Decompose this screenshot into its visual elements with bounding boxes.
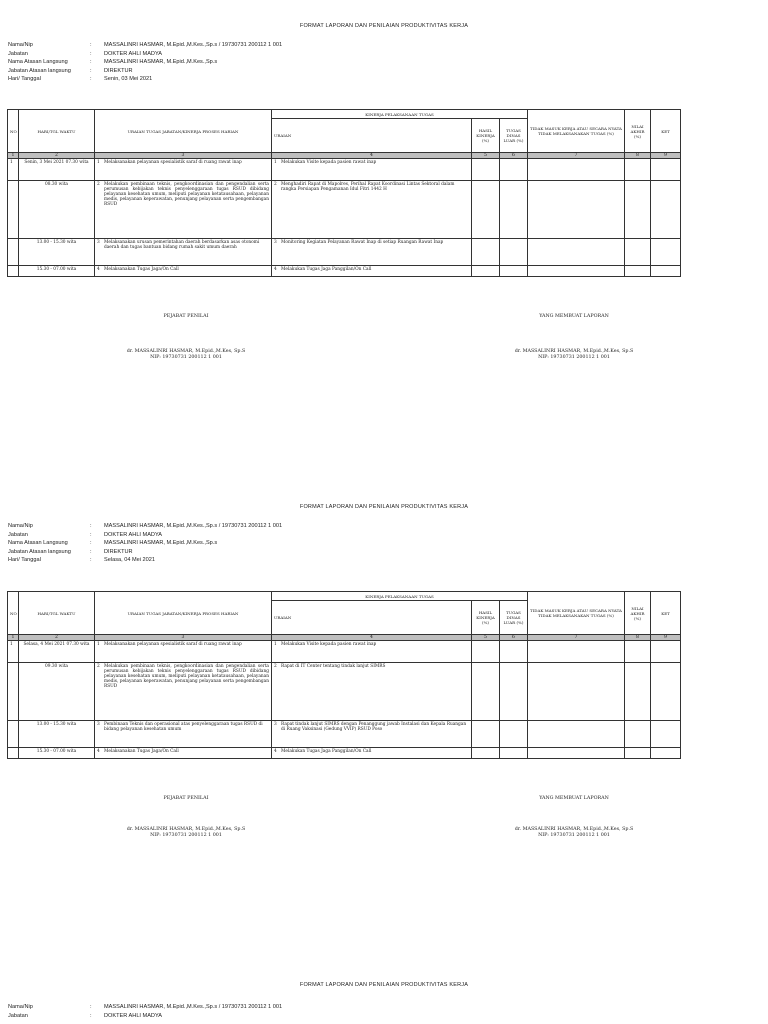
pejabat-nip: NIP: 19730731 200112 1 001	[150, 355, 222, 361]
pembuat-nip: NIP: 19730731 200112 1 001	[538, 355, 610, 361]
table-row: 15.30 - 07.00 wita 4 Melaksanakan Tugas Jaga/On Call 4 Melakukan Tugas Jaga Panggilan/On Call	[8, 748, 681, 759]
label-jabatan: Jabatan	[8, 50, 28, 57]
value-jabatan: DOKTER AHLI MADYA	[104, 531, 163, 538]
value-jabatan: DOKTER AHLI MADYA	[104, 50, 163, 57]
col-kinerja: KINERJA PELAKSANAAN TUGAS	[272, 110, 528, 119]
pembuat-name: dr. MASSALINRI HASMAR, M.Epid.,M.Kes, Sp.S	[514, 349, 634, 354]
report-title: FORMAT LAPORAN DAN PENILAIAN PRODUKTIVITAS KERJA	[299, 23, 469, 29]
label-jabatan-atasan: Jabatan Atasan langsung	[8, 67, 71, 74]
value-jabatan-atasan: DIREKTUR	[104, 67, 133, 74]
report-table: NO HARI/TGL WAKTU URAIAN TUGAS JABATAN/KINERJA PROSES HARIAN KINERJA PELAKSANAAN TUGAS TIDAK MASUK KERJA ATAU SECARA NYATA TIDAK MELAKSANAKAN TUGAS (%) NILAI AKHIR (%) KET URAIAN HASIL KINERJA (%) TUGAS DINAS LUAR (%) 1 2 3 4 5 6 7 8 9 1 Selasa, 4 Mei 2021 07.30 wita 1 Melaksanakan pelayanan spesialistik saraf di ruang rawat inap 1 Melakukan Visite kepada pasien rawat inap 09.30 wita 2 Melakukan pembinaan teknis, pengkoordinasian dan pengendalian serta perumusan kebijakan teknis penyelenggaraan tugas RSUD dibidang pelayanan kesehatan umum, meliputi pelayanan ketatausahaan, pelayanan medis, pelayanan keperawatan, penunjang pelayanan serta pengembangan RSUD 2 Rapat di IT Center tentang tindak lanjut SIMRS 13.00 - 15.30 wita 3 Pembinaan Teknis dan operasional atas penyelenggaraan tugas RSUD di bidang pelayanan kesehatan umum 3 Rapat tindak lanjut SIMRS dengan Penanggung jawab Instalasi dan Kepala Ruangan di Ruang Vaksinasi (Gedung VVIP) RSUD Poso 15.30 - 07.00 wita 4 Melaksanakan Tugas Jaga/On Call 4 Melakukan Tugas Jaga Panggilan/On Call	[7, 591, 681, 759]
pejabat-penilai-label: PEJABAT PENILAI	[163, 796, 209, 801]
report-table	[7, 109, 681, 277]
col-no: NO	[8, 110, 19, 153]
label-name-nip: Nama/Nip	[8, 42, 33, 48]
col-dinas-luar: TUGAS DINAS LUAR (%)	[500, 119, 528, 153]
table-row: 13.00 - 15.30 wita 3 Pembinaan Teknis dan operasional atas penyelenggaraan tugas RSUD di bidang pelayanan kesehatan umum 3 Rapat tindak lanjut SIMRS dengan Penanggung jawab Instalasi dan Kepala Ruangan di Ruang Vaksinasi (Gedung VVIP) RSUD Poso	[8, 721, 681, 748]
table-row: 08.30 wita 2 Melakukan pembinaan teknis, pengkoordinasian dan pengendalian serta perumusan kebijakan teknis penyelenggaraan tugas RSUD dibidang pelayanan kesehatan umum, meliputi pelayanan ketatausahaan, pelayanan medis, pelayanan keperawatan, penunjang pelayanan serta pengembangan RSUD 2 Menghadiri Rapat di Mapolres, Perihal Rapat Koordinasi Lintas Sektoral dalam rangka Persiapan Pengamanan Idul Fitri 1442 H	[8, 181, 681, 239]
pejabat-penilai-signature	[86, 349, 286, 361]
pejabat-penilai-signature	[86, 827, 286, 839]
value-name-nip: MASSALINRI HASMAR, M.Epid.,M.Kes.,Sp.s / 19730731 200112 1 001	[104, 523, 283, 529]
identity-block: Nama/Nip : MASSALINRI HASMAR, M.Epid.,M.Kes.,Sp.s / 19730731 200112 1 001 Jabatan : DOKTER AHLI MADYA Nama Atasan Langsung : MASSALINRI HASMAR, M.Epid.,M.Kes.,Sp.s Jabatan Atasan langsung : DIREKTUR Hari/ Tanggal : Senin, 03 Mei 2021	[8, 42, 283, 83]
column-number-row: 1 2 3 4 5 6 7 8 9	[8, 153, 681, 159]
value-name-nip: MASSALINRI HASMAR, M.Epid.,M.Kes.,Sp.s / 19730731 200112 1 001	[104, 1004, 283, 1010]
value-name-nip: MASSALINRI HASMAR, M.Epid.,M.Kes.,Sp.s / 19730731 200112 1 001	[104, 42, 283, 48]
pejabat-penilai-label: PEJABAT PENILAI	[163, 314, 209, 319]
pembuat-nip: NIP: 19730731 200112 1 001	[538, 833, 610, 839]
table-row: 15.30 - 07.00 wita 4 Melaksanakan Tugas Jaga/On Call 4 Melakukan Tugas Jaga Panggilan/On Call	[8, 266, 681, 277]
pembuat-laporan-label: YANG MEMBUAT LAPORAN	[539, 314, 609, 319]
value-jabatan-atasan: DIREKTUR	[104, 548, 133, 555]
pejabat-name: dr. MASSALINRI HASMAR, M.Epid.,M.Kes, Sp.S	[126, 827, 246, 832]
pembuat-laporan-signature	[474, 827, 674, 839]
report-title: FORMAT LAPORAN DAN PENILAIAN PRODUKTIVITAS KERJA	[299, 982, 469, 988]
col-uraian-tugas: URAIAN TUGAS JABATAN/KINERJA PROSES HARIAN	[95, 110, 272, 153]
pembuat-name: dr. MASSALINRI HASMAR, M.Epid.,M.Kes, Sp.S	[514, 827, 634, 832]
col-hari: HARI/TGL WAKTU	[19, 110, 95, 153]
table-row: 1 Senin, 3 Mei 2021 07.30 wita 1 Melaksanakan pelayanan spesialistik saraf di ruang rawat inap 1 Melakukan Visite kepada pasien rawat inap	[8, 159, 681, 181]
pembuat-laporan-label: YANG MEMBUAT LAPORAN	[539, 796, 609, 801]
value-atasan: MASSALINRI HASMAR, M.Epid.,M.Kes.,Sp.s	[104, 540, 218, 547]
col-tidak-masuk: TIDAK MASUK KERJA ATAU SECARA NYATA TIDAK MELAKSANAKAN TUGAS (%)	[528, 110, 625, 153]
value-hari: Selasa, 04 Mei 2021	[104, 557, 155, 564]
col-nilai-akhir: NILAI AKHIR (%)	[625, 110, 651, 153]
pejabat-name: dr. MASSALINRI HASMAR, M.Epid.,M.Kes, Sp.S	[126, 349, 246, 354]
value-hari: Senin, 03 Mei 2021	[104, 76, 153, 83]
pembuat-laporan-signature	[474, 349, 674, 361]
value-atasan: MASSALINRI HASMAR, M.Epid.,M.Kes.,Sp.s	[104, 59, 218, 66]
label-atasan: Nama Atasan Langsung	[8, 59, 68, 66]
column-number-row: 1 2 3 4 5 6 7 8 9	[8, 635, 681, 641]
report-title: FORMAT LAPORAN DAN PENILAIAN PRODUKTIVITAS KERJA	[299, 504, 469, 510]
value-jabatan: DOKTER AHLI MADYA	[104, 1012, 163, 1019]
col-hasil-kinerja: HASIL KINERJA (%)	[472, 119, 500, 153]
table-row: 09.30 wita 2 Melakukan pembinaan teknis, pengkoordinasian dan pengendalian serta perumusan kebijakan teknis penyelenggaraan tugas RSUD dibidang pelayanan kesehatan umum, meliputi pelayanan ketatausahaan, pelayanan medis, pelayanan keperawatan, penunjang pelayanan serta pengembangan RSUD 2 Rapat di IT Center tentang tindak lanjut SIMRS	[8, 663, 681, 721]
table-row: 13.00 - 15.30 wita 3 Melaksanakan urusan pemerintahan daerah berdasarkan asas otonomi daerah dan tugas bantuan bidang rumah sakit umum daerah 3 Monitoring Kegiatan Pelayanan Rawat Inap di setiap Ruangan Rawat Inap	[8, 239, 681, 266]
col-uraian: URAIAN	[272, 119, 472, 153]
identity-block: Nama/Nip : MASSALINRI HASMAR, M.Epid.,M.Kes.,Sp.s / 19730731 200112 1 001 Jabatan : DOKTER AHLI MADYA Nama Atasan Langsung : MASSALINRI HASMAR, M.Epid.,M.Kes.,Sp.s Jabatan Atasan langsung : DIREKTUR Hari/ Tanggal : Selasa, 04 Mei 2021	[8, 523, 283, 564]
label-hari: Hari/ Tanggal	[8, 76, 41, 83]
pejabat-nip: NIP: 19730731 200112 1 001	[150, 833, 222, 839]
table-row: 1 Selasa, 4 Mei 2021 07.30 wita 1 Melaksanakan pelayanan spesialistik saraf di ruang rawat inap 1 Melakukan Visite kepada pasien rawat inap	[8, 641, 681, 663]
identity-block: Nama/Nip : MASSALINRI HASMAR, M.Epid.,M.Kes.,Sp.s / 19730731 200112 1 001 Jabatan : DOKTER AHLI MADYA	[8, 1004, 283, 1019]
col-ket: KET	[651, 110, 681, 153]
